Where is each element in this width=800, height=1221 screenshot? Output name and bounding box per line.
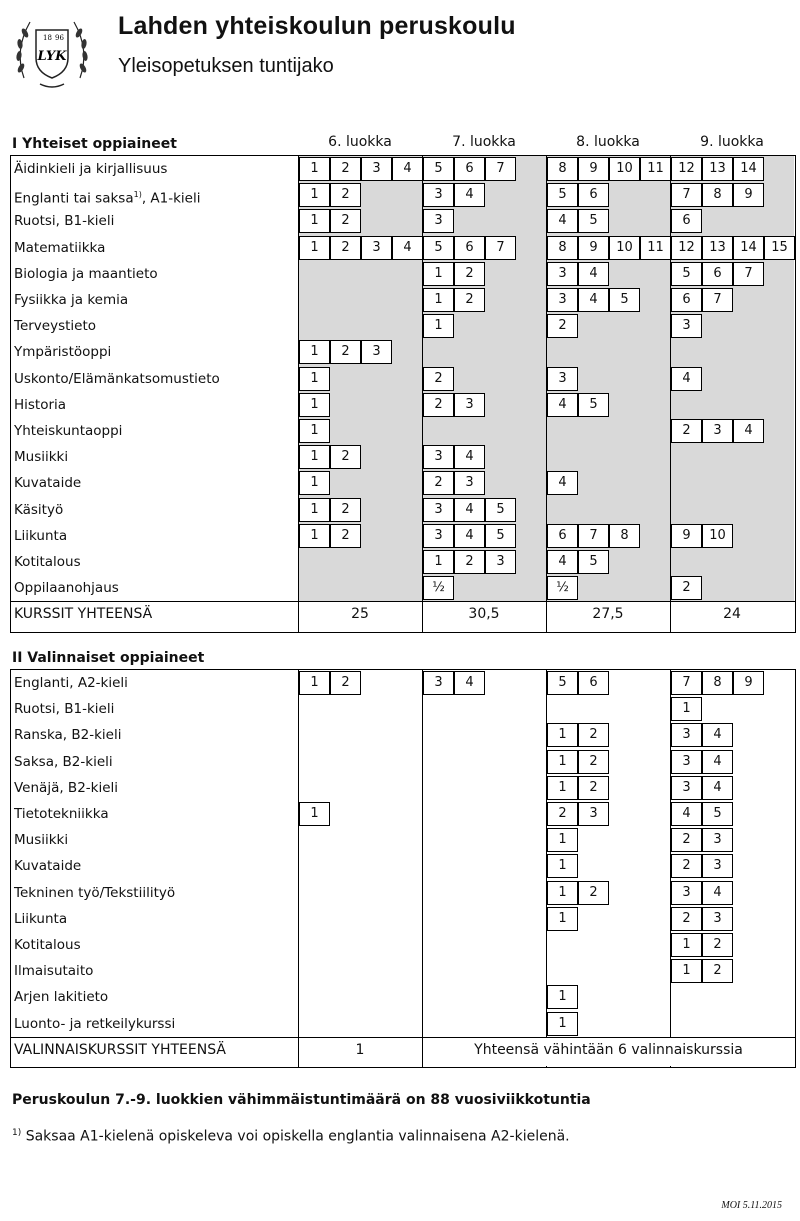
subject-label — [14, 339, 111, 365]
course-cell: 4 — [454, 445, 485, 469]
svg-text:96: 96 — [55, 34, 64, 42]
course-cell: 6 — [671, 288, 702, 312]
subject-name: Ruotsi, B1-kieli — [14, 213, 115, 230]
course-cell: 6 — [671, 209, 702, 233]
course-cell: 5 — [609, 288, 640, 312]
course-cell: 3 — [423, 183, 454, 207]
subject-name: Fysiikka ja kemia — [14, 292, 129, 308]
course-cell: 7 — [578, 524, 609, 548]
course-cell: 6 — [578, 183, 609, 207]
course-cell: 2 — [423, 393, 454, 417]
grade-column-divider — [546, 156, 547, 632]
course-cell: 3 — [702, 854, 733, 878]
subject-name: Englanti, A2-kieli — [14, 675, 128, 691]
subject-label — [14, 775, 118, 801]
course-cell: 3 — [578, 802, 609, 826]
subject-name: Äidinkieli ja kirjallisuus — [14, 161, 168, 177]
course-cell: 12 — [671, 236, 702, 260]
course-cell: 14 — [733, 236, 764, 260]
course-cell: 1 — [547, 881, 578, 905]
subject-label — [14, 696, 114, 722]
subject-name: Tietotekniikka — [14, 806, 109, 822]
course-cell: 1 — [547, 776, 578, 800]
course-cell: 1 — [547, 828, 578, 852]
subject-label — [14, 932, 81, 958]
course-cell: 9 — [671, 524, 702, 548]
course-cell: 6 — [547, 524, 578, 548]
course-cell: 1 — [547, 985, 578, 1009]
course-cell: 7 — [671, 671, 702, 695]
course-cell: 2 — [547, 314, 578, 338]
course-cell: 1 — [547, 750, 578, 774]
grade-column-divider — [670, 156, 671, 632]
common-subjects-table — [10, 155, 796, 633]
course-cell: 5 — [485, 498, 516, 522]
subject-name: Liikunta — [14, 910, 68, 927]
grade-header-6: 6. luokka — [328, 134, 392, 150]
subject-name: Musiikki — [14, 832, 69, 849]
course-cell: 3 — [423, 445, 454, 469]
svg-text:LYK: LYK — [37, 49, 67, 64]
subject-label — [14, 418, 122, 444]
course-cell: 3 — [671, 314, 702, 338]
subject-name: Matematiikka — [14, 239, 106, 256]
course-cell: 2 — [671, 828, 702, 852]
course-cell: 8 — [702, 183, 733, 207]
course-cell: 4 — [454, 671, 485, 695]
course-cell: 2 — [578, 776, 609, 800]
course-cell: 1 — [299, 498, 330, 522]
courses-total-label: KURSSIT YHTEENSÄ — [14, 606, 153, 623]
grade-header-9: 9. luokka — [700, 134, 764, 150]
course-cell: 5 — [547, 183, 578, 207]
course-cell: 13 — [702, 157, 733, 181]
course-cell: 3 — [423, 209, 454, 233]
course-cell: 2 — [423, 367, 454, 391]
course-cell: 3 — [485, 550, 516, 574]
course-cell: 4 — [454, 524, 485, 548]
subject-label — [14, 853, 81, 879]
footnote — [12, 1128, 570, 1145]
subject-name: Tekninen työ/Tekstiilityö — [14, 884, 176, 901]
course-cell: 11 — [640, 236, 671, 260]
course-cell: 4 — [547, 209, 578, 233]
course-cell: 4 — [702, 750, 733, 774]
course-cell: 2 — [423, 471, 454, 495]
subject-label — [14, 261, 158, 287]
course-cell: 11 — [640, 157, 671, 181]
subject-label — [14, 549, 81, 575]
course-cell: 1 — [299, 445, 330, 469]
elective-subjects-table — [10, 669, 796, 1068]
course-cell: 2 — [330, 671, 361, 695]
course-cell: 5 — [578, 393, 609, 417]
course-cell: 3 — [423, 671, 454, 695]
subject-label — [14, 984, 108, 1010]
subject-name: Historia — [14, 396, 67, 413]
course-cell: 4 — [671, 802, 702, 826]
grade-column-divider — [670, 670, 671, 1067]
subject-label — [14, 575, 119, 601]
course-cell: 1 — [299, 393, 330, 417]
course-cell: 2 — [671, 907, 702, 931]
grade-column-divider — [298, 156, 299, 632]
grade-column-divider — [422, 156, 423, 632]
course-cell: 8 — [547, 157, 578, 181]
subject-label — [14, 392, 66, 418]
course-cell: 6 — [454, 236, 485, 260]
course-cell: 9 — [733, 671, 764, 695]
course-cell: 2 — [578, 723, 609, 747]
course-cell: 1 — [299, 524, 330, 548]
course-cell: 1 — [547, 723, 578, 747]
course-cell: 2 — [330, 498, 361, 522]
course-cell: 3 — [702, 828, 733, 852]
subject-name: Käsityö — [14, 501, 64, 518]
courses-total-value: 24 — [723, 606, 741, 623]
course-cell: 2 — [578, 881, 609, 905]
course-cell: 4 — [454, 498, 485, 522]
subject-name: Biologia ja maantieto — [14, 265, 158, 282]
subject-name-suffix: , A1-kieli — [141, 190, 201, 207]
page-title: Lahden yhteiskoulun peruskoulu — [118, 12, 516, 40]
electives-total-grades-7-9: Yhteensä vähintään 6 valinnaiskurssia — [474, 1041, 743, 1058]
course-cell: 2 — [330, 209, 361, 233]
document-stamp: MOI 5.11.2015 — [721, 1200, 782, 1211]
course-cell: 2 — [330, 157, 361, 181]
course-cell: 1 — [299, 236, 330, 260]
course-cell: 4 — [702, 723, 733, 747]
course-cell: 2 — [454, 288, 485, 312]
course-cell: 2 — [547, 802, 578, 826]
subject-label — [14, 722, 121, 748]
course-cell: 1 — [299, 209, 330, 233]
subject-name: Musiikki — [14, 449, 69, 466]
course-cell: 1 — [547, 907, 578, 931]
course-cell: 10 — [702, 524, 733, 548]
course-cell: 3 — [547, 367, 578, 391]
subject-label — [14, 497, 63, 523]
course-cell: 7 — [733, 262, 764, 286]
course-cell: 3 — [671, 776, 702, 800]
course-cell: 1 — [423, 550, 454, 574]
course-cell: 3 — [454, 471, 485, 495]
course-cell: ½ — [547, 576, 578, 600]
footnote-mark: 1) — [12, 1128, 22, 1138]
subject-label — [14, 958, 93, 984]
subject-label — [14, 313, 96, 339]
course-cell: 8 — [547, 236, 578, 260]
course-cell: 4 — [547, 393, 578, 417]
grade-column-divider — [546, 670, 547, 1067]
course-cell: 12 — [671, 157, 702, 181]
subject-label — [14, 801, 109, 827]
course-cell: 2 — [454, 262, 485, 286]
section1-title: I Yhteiset oppiaineet — [12, 136, 177, 152]
course-cell: 1 — [671, 959, 702, 983]
course-cell: 3 — [671, 723, 702, 747]
course-cell: 2 — [330, 183, 361, 207]
course-cell: 1 — [423, 288, 454, 312]
course-cell: 2 — [578, 750, 609, 774]
footnote-text: Saksaa A1-kielenä opiskeleva voi opiskella englantia valinnaisena A2-kielenä. — [21, 1128, 570, 1145]
total-row-divider — [298, 1038, 299, 1066]
course-cell: 3 — [671, 881, 702, 905]
course-cell: 1 — [547, 1012, 578, 1036]
course-cell: 3 — [361, 340, 392, 364]
subject-label — [14, 366, 220, 392]
subject-name: Terveystieto — [14, 318, 97, 335]
course-cell: 3 — [547, 262, 578, 286]
school-logo-icon — [10, 8, 94, 92]
course-cell: 1 — [299, 157, 330, 181]
course-cell: 5 — [485, 524, 516, 548]
svg-text:18: 18 — [43, 34, 52, 42]
subject-name: Yhteiskuntaoppi — [14, 423, 123, 439]
course-cell: 2 — [330, 236, 361, 260]
subject-name: Ympäristöoppi — [14, 344, 112, 361]
course-cell: 4 — [454, 183, 485, 207]
course-cell: 15 — [764, 236, 795, 260]
course-cell: 2 — [330, 445, 361, 469]
course-cell: 1 — [299, 419, 330, 443]
subject-name: Ilmaisutaito — [14, 963, 94, 980]
course-cell: 3 — [361, 157, 392, 181]
course-cell: 1 — [299, 802, 330, 826]
subject-name: Saksa, B2-kieli — [14, 753, 113, 770]
subject-label — [14, 470, 81, 496]
course-cell: 3 — [361, 236, 392, 260]
subject-label — [14, 1011, 175, 1037]
course-cell: 4 — [702, 881, 733, 905]
course-cell: 7 — [485, 236, 516, 260]
course-cell: 4 — [702, 776, 733, 800]
course-cell: 10 — [609, 236, 640, 260]
course-cell: 10 — [609, 157, 640, 181]
subject-label — [14, 208, 114, 234]
subject-label — [14, 444, 68, 470]
course-cell: 5 — [547, 671, 578, 695]
course-cell: 5 — [702, 802, 733, 826]
subject-label — [14, 906, 67, 932]
total-row-divider — [422, 1038, 423, 1066]
course-cell: 3 — [423, 524, 454, 548]
course-cell: 4 — [392, 236, 423, 260]
course-cell: 2 — [671, 419, 702, 443]
electives-total-row — [11, 1037, 795, 1066]
course-cell: 3 — [454, 393, 485, 417]
subject-label — [14, 827, 68, 853]
electives-total-label: VALINNAISKURSSIT YHTEENSÄ — [14, 1041, 226, 1058]
course-cell: 7 — [702, 288, 733, 312]
course-cell: 2 — [454, 550, 485, 574]
course-cell: 2 — [671, 576, 702, 600]
subject-name: Oppilaanohjaus — [14, 580, 119, 597]
course-cell: 5 — [578, 209, 609, 233]
course-cell: 1 — [423, 262, 454, 286]
grade-column-divider — [298, 670, 299, 1067]
course-cell: 1 — [423, 314, 454, 338]
course-cell: 1 — [299, 367, 330, 391]
course-cell: 1 — [299, 671, 330, 695]
course-cell: 1 — [671, 697, 702, 721]
course-cell: 7 — [485, 157, 516, 181]
grade-header-7: 7. luokka — [452, 134, 516, 150]
minimum-hours-note: Peruskoulun 7.-9. luokkien vähimmäistuntimäärä on 88 vuosiviikkotuntia — [12, 1092, 591, 1108]
course-cell: 3 — [547, 288, 578, 312]
course-cell: 5 — [578, 550, 609, 574]
subject-name: Kotitalous — [14, 554, 81, 570]
subject-label — [14, 182, 200, 212]
subject-label — [14, 156, 167, 182]
course-cell: 1 — [299, 340, 330, 364]
footnote-ref: 1) — [133, 190, 142, 200]
course-cell: 2 — [330, 340, 361, 364]
course-cell: 4 — [671, 367, 702, 391]
page-subtitle: Yleisopetuksen tuntijako — [118, 55, 334, 77]
course-cell: 1 — [299, 471, 330, 495]
section2-title: II Valinnaiset oppiaineet — [12, 650, 205, 666]
subject-name: Ranska, B2-kieli — [14, 727, 122, 744]
course-cell: 4 — [392, 157, 423, 181]
course-cell: 3 — [671, 750, 702, 774]
subject-label — [14, 749, 113, 775]
grade-column-divider — [422, 670, 423, 1067]
course-cell: 4 — [578, 262, 609, 286]
course-cell: 9 — [578, 157, 609, 181]
grade-headers — [299, 134, 799, 154]
course-cell: 1 — [299, 183, 330, 207]
courses-total-row — [11, 601, 795, 630]
course-cell: 14 — [733, 157, 764, 181]
course-cell: 4 — [733, 419, 764, 443]
course-cell: 6 — [702, 262, 733, 286]
course-cell: 8 — [609, 524, 640, 548]
courses-total-value: 27,5 — [592, 606, 624, 623]
subject-name: Kotitalous — [14, 937, 81, 953]
course-cell: 8 — [702, 671, 733, 695]
electives-total-grade6: 1 — [355, 1041, 365, 1058]
subject-label — [14, 235, 105, 261]
course-cell: 3 — [702, 419, 733, 443]
course-cell: 6 — [454, 157, 485, 181]
subject-label — [14, 287, 128, 313]
course-cell: 1 — [671, 933, 702, 957]
course-cell: 3 — [423, 498, 454, 522]
course-cell: 2 — [702, 933, 733, 957]
subject-name: Englanti tai saksa — [14, 190, 134, 207]
course-cell: 7 — [671, 183, 702, 207]
subject-name: Liikunta — [14, 527, 68, 544]
course-cell: 1 — [547, 854, 578, 878]
course-cell: 6 — [578, 671, 609, 695]
course-cell: 13 — [702, 236, 733, 260]
courses-total-value: 25 — [351, 606, 369, 623]
subject-name: Uskonto/Elämänkatsomustieto — [14, 370, 220, 387]
subject-name: Venäjä, B2-kieli — [14, 779, 119, 796]
course-cell: 9 — [578, 236, 609, 260]
course-cell: 5 — [423, 236, 454, 260]
grade-header-8: 8. luokka — [576, 134, 640, 150]
course-cell: 5 — [671, 262, 702, 286]
course-cell: ½ — [423, 576, 454, 600]
course-cell: 9 — [733, 183, 764, 207]
course-cell: 2 — [702, 959, 733, 983]
course-cell: 4 — [547, 471, 578, 495]
subject-name: Kuvataide — [14, 858, 82, 875]
subject-name: Luonto- ja retkeilykurssi — [14, 1015, 176, 1032]
course-cell: 4 — [547, 550, 578, 574]
subject-name: Kuvataide — [14, 475, 82, 492]
subject-label — [14, 670, 128, 696]
subject-label — [14, 523, 67, 549]
course-cell: 5 — [423, 157, 454, 181]
subject-label — [14, 880, 175, 906]
course-cell: 3 — [702, 907, 733, 931]
subject-name: Arjen lakitieto — [14, 989, 109, 1006]
course-cell: 2 — [330, 524, 361, 548]
subject-name: Ruotsi, B1-kieli — [14, 701, 115, 718]
course-cell: 2 — [671, 854, 702, 878]
courses-total-value: 30,5 — [468, 606, 500, 623]
course-cell: 4 — [578, 288, 609, 312]
